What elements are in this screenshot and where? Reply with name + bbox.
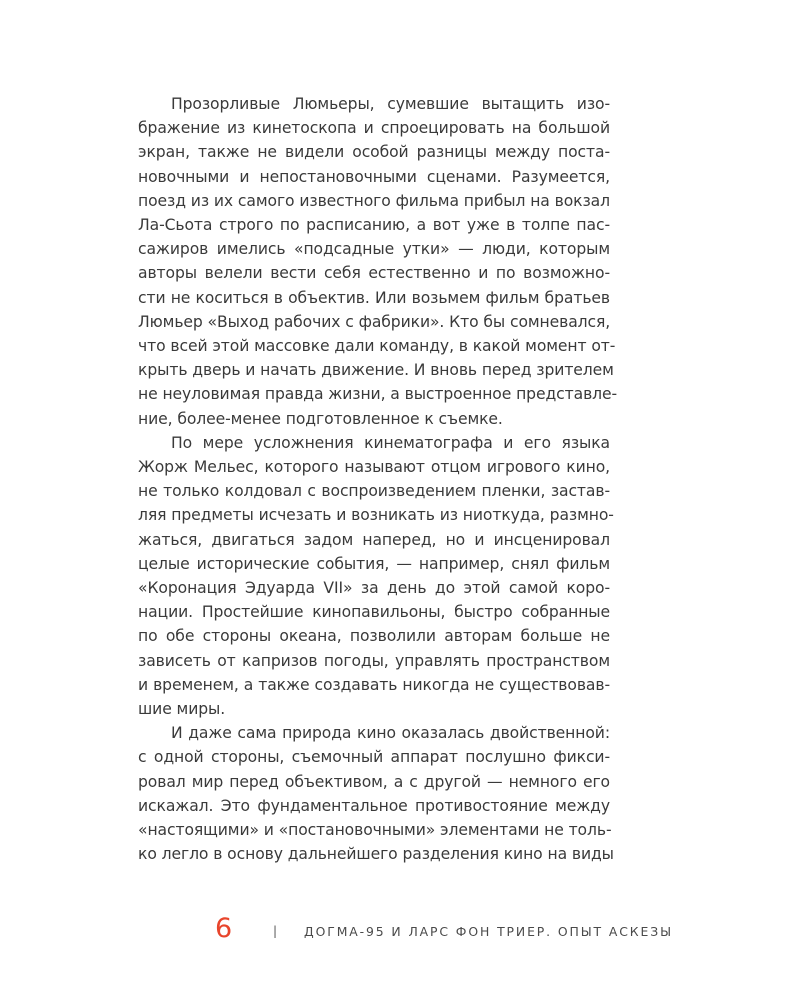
text-line: новочными и непостановочными сценами. Разумеется, (138, 167, 610, 186)
text-line: целые исторические события, — например, снял фильм (138, 554, 610, 573)
text-line: Жорж Мельес, которого называют отцом игрового кино, (138, 458, 610, 477)
text-line: ляя предметы исчезать и возникать из ниоткуда, размно- (138, 506, 614, 525)
text-line: ние, более-менее подготовленное к съемке. (138, 409, 503, 428)
text-line: авторы велели вести себя естественно и по возможно- (138, 264, 610, 283)
text-line: шие миры. (138, 700, 226, 719)
text-line: с одной стороны, съемочный аппарат послушно фикси- (138, 748, 610, 767)
text-line: поезд из их самого известного фильма прибыл на вокзал (138, 191, 610, 210)
paragraph (138, 92, 618, 431)
text-line: жаться, двигаться задом наперед, но и инсценировал (138, 530, 610, 549)
text-line: «Коронация Эдуарда VII» за день до этой самой коро- (138, 579, 610, 598)
text-line: бражение из кинетоскопа и спроецировать на большой (138, 119, 610, 138)
text-line: Люмьер «Выход рабочих с фабрики». Кто бы сомневался, (138, 312, 611, 331)
text-line: экран, также не видели особой разницы между поста- (138, 143, 610, 162)
page-number: 6 (215, 913, 233, 944)
text-line: сажиров имелись «подсадные утки» — люди, которым (138, 240, 610, 259)
text-line: «настоящими» и «постановочными» элементами не толь- (138, 821, 612, 840)
text-line: крыть дверь и начать движение. И вновь перед зрителем (138, 361, 614, 380)
text-line: ко легло в основу дальнейшего разделения кино на виды (138, 845, 614, 864)
text-line: что всей этой массовке дали команду, в какой момент от- (138, 337, 616, 356)
text-line: не неуловимая правда жизни, а выстроенное представле- (138, 385, 618, 404)
page-footer (0, 912, 800, 952)
text-line: ровал мир перед объективом, а с другой — немного его (138, 772, 610, 791)
text-line: нации. Простейшие кинопавильоны, быстро собранные (138, 603, 610, 622)
text-line: сти не коситься в объектив. Или возьмем фильм братьев (138, 288, 610, 307)
text-line: искажал. Это фундаментальное противостояние между (138, 796, 610, 815)
paragraph (138, 431, 614, 721)
paragraph (138, 721, 614, 866)
text-line: И даже сама природа кино оказалась двойственной: (171, 724, 610, 743)
text-line: По мере усложнения кинематографа и его языка (171, 433, 610, 452)
running-title: ДОГМА-95 И ЛАРС ФОН ТРИЕР. ОПЫТ АСКЕЗЫ (304, 924, 673, 939)
text-line: по обе стороны океана, позволили авторам больше не (138, 627, 610, 646)
text-line: Ла-Сьота строго по расписанию, а вот уже в толпе пас- (138, 216, 610, 235)
text-line: не только колдовал с воспроизведением пленки, застав- (138, 482, 610, 501)
text-line: Прозорливые Люмьеры, сумевшие вытащить изо- (171, 95, 610, 113)
text-line: и временем, а также создавать никогда не существовав- (138, 675, 610, 694)
body-text (138, 92, 618, 867)
footer-separator: | (273, 924, 278, 938)
text-line: зависеть от капризов погоды, управлять пространством (138, 651, 610, 670)
